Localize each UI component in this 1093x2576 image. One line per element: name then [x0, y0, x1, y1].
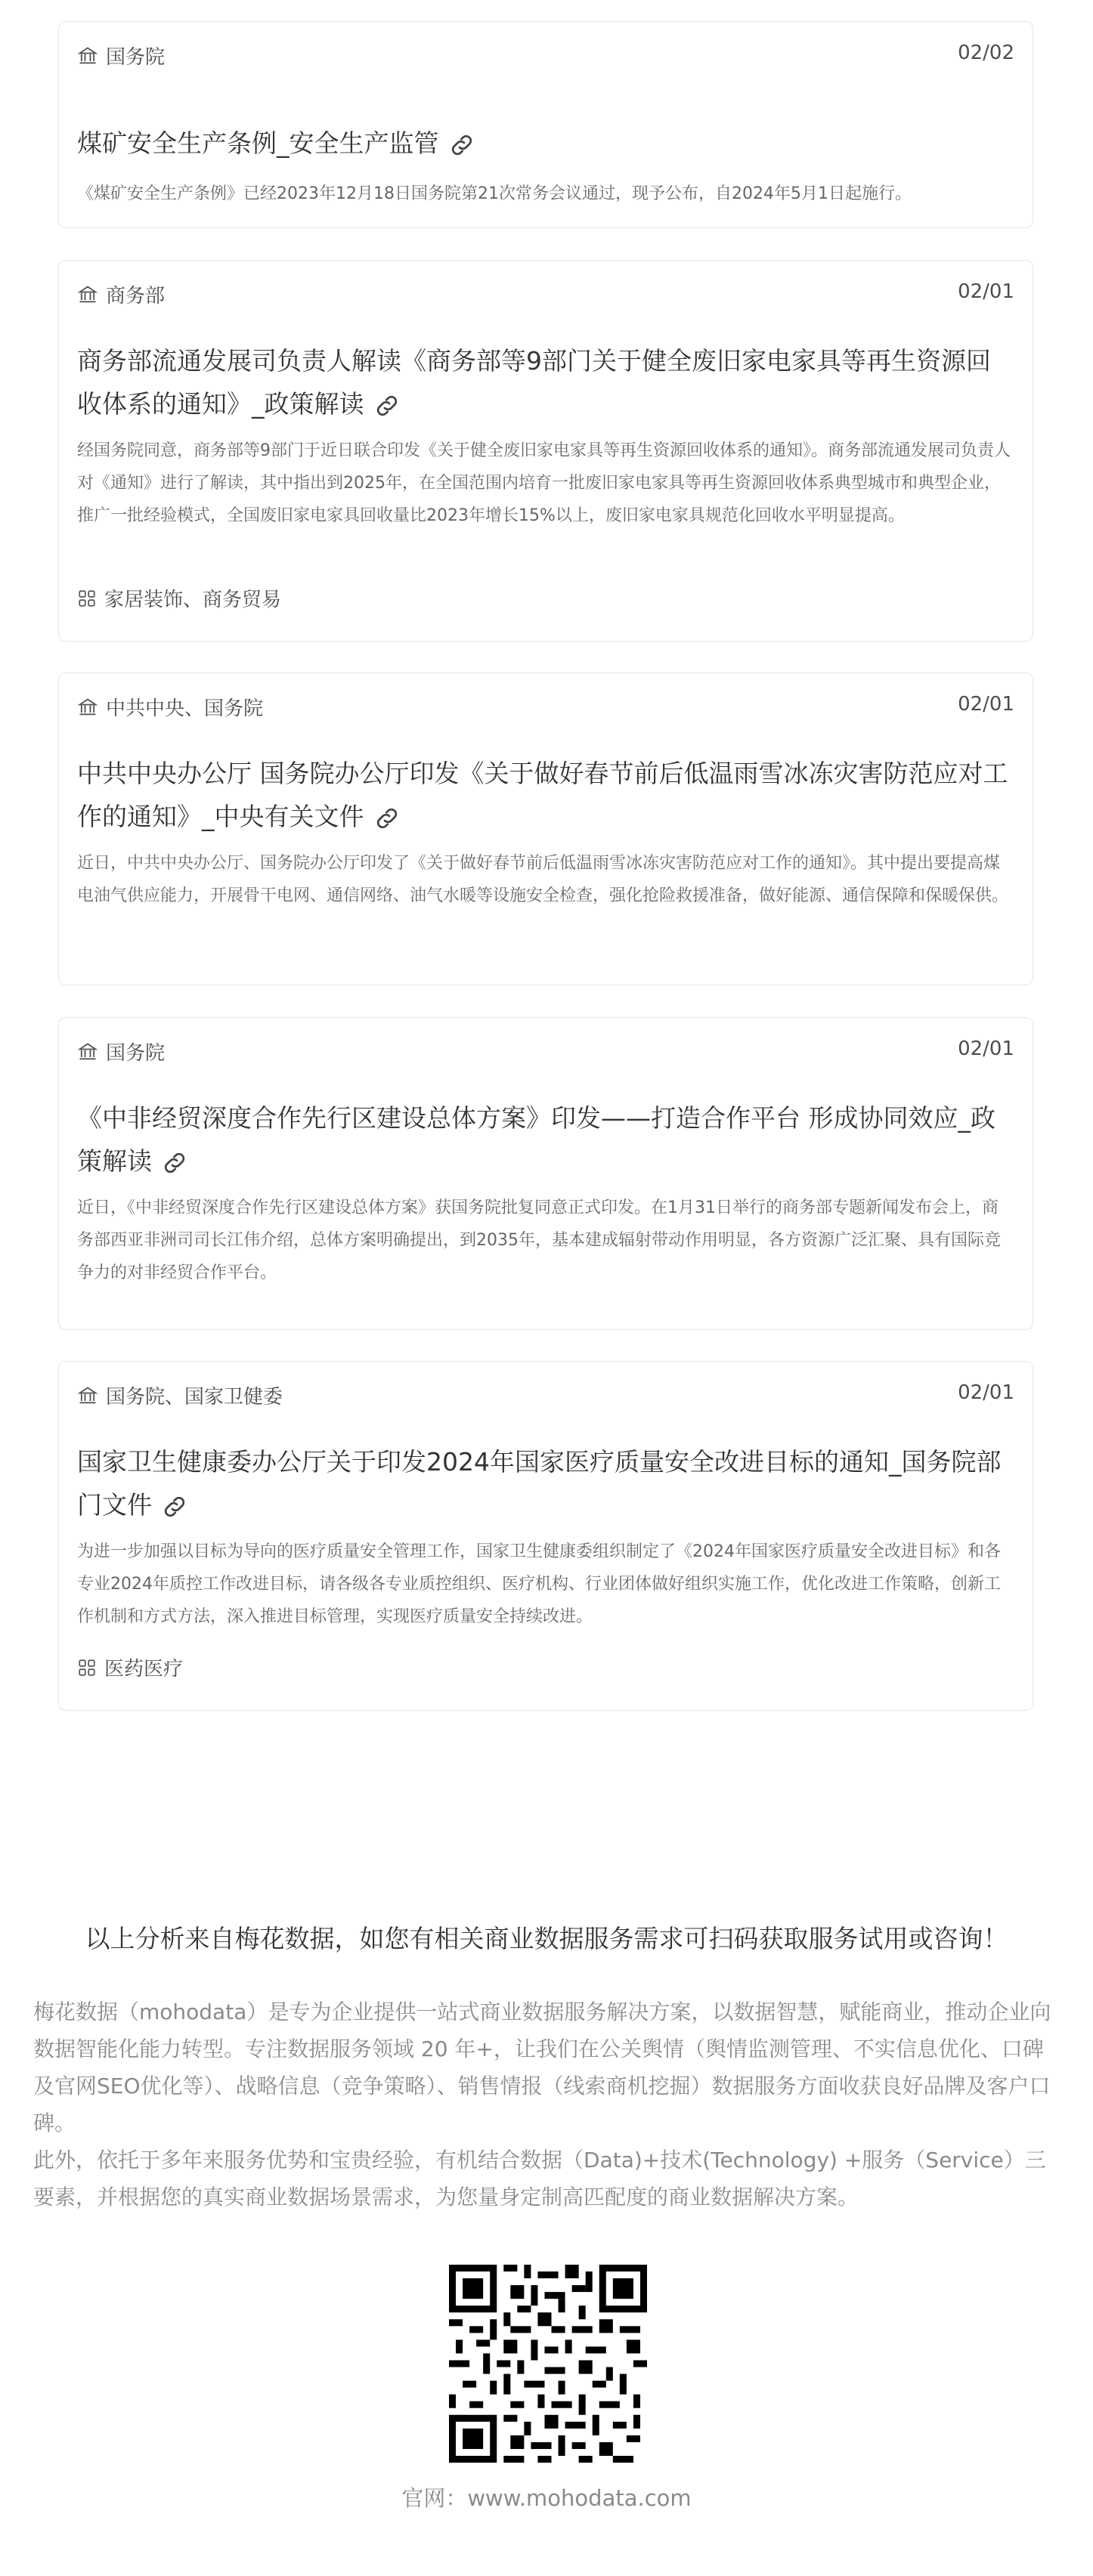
article-source — [77, 42, 165, 70]
institution-icon — [77, 697, 98, 718]
article-date: 02/02 — [958, 42, 1014, 64]
article-title-text[interactable]: 国家卫生健康委办公厅关于印发2024年国家医疗质量安全改进目标的通知_国务院部门文件 — [77, 1447, 1002, 1520]
article-card[interactable] — [58, 1361, 1033, 1711]
article-title[interactable] — [77, 752, 1014, 838]
company-description: 梅花数据（mohodata）是专为企业提供一站式商业数据服务解决方案，以数据智慧，赋能商业，推动企业向数据智能化能力转型。专注数据服务领域 20 年+，让我们在公关舆情（舆情监测管理、不实信息优化、口碑及官网SEO优化等）、战略信息（竞争策略）、销售情报（线索商机挖掘）数据服务方面收获良好品牌及客户口碑。 — [33, 1999, 1051, 2135]
article-card[interactable] — [58, 260, 1033, 642]
institution-icon — [77, 45, 98, 66]
article-title[interactable] — [77, 1096, 1014, 1183]
source-label: 国务院 — [106, 46, 166, 69]
article-date: 02/01 — [958, 693, 1014, 716]
article-title[interactable] — [77, 339, 1014, 425]
institution-icon — [77, 1041, 98, 1062]
article-date: 02/01 — [958, 1381, 1014, 1404]
source-label: 国务院、国家卫健委 — [106, 1386, 283, 1409]
company-extra-description: 此外，依托于多年来服务优势和宝贵经验，有机结合数据（Data)+技术(Technology) +服务（Service）三要素，并根据您的真实商业数据场景需求，为您量身定制高匹配度的商业数据解决方案。 — [33, 2148, 1046, 2210]
article-title[interactable] — [77, 122, 1014, 165]
link-icon[interactable] — [373, 392, 401, 419]
tags-label: 家居装饰、商务贸易 — [104, 589, 282, 611]
article-title[interactable] — [77, 1440, 1014, 1526]
article-tags — [77, 584, 281, 612]
article-source — [77, 1381, 283, 1409]
article-date: 02/01 — [958, 280, 1014, 303]
article-date: 02/01 — [958, 1038, 1014, 1060]
institution-icon — [77, 284, 98, 305]
article-source — [77, 280, 165, 308]
article-summary: 《煤矿安全生产条例》已经2023年12月18日国务院第21次常务会议通过，现予公布，自2024年5月1日起施行。 — [77, 184, 912, 203]
institution-icon — [77, 1385, 98, 1406]
category-icon — [77, 1658, 97, 1678]
article-summary: 经国务院同意，商务部等9部门于近日联合印发《关于健全废旧家电家具等再生资源回收体系的通知》。商务部流通发展司负责人对《通知》进行了解读，其中指出到2025年，在全国范围内培育一批废旧家电家具等再生资源回收体系典型城市和典型企业，推广一批经验模式，全国废旧家电家具回收量比2023年增长15%以上，废旧家电家具规范化回收水平明显提高。 — [77, 441, 1011, 525]
tags-label: 医药医疗 — [104, 1658, 184, 1681]
article-title-text[interactable]: 煤矿安全生产条例_安全生产监管 — [77, 128, 439, 158]
article-title-text[interactable]: 商务部流通发展司负责人解读《商务部等9部门关于健全废旧家电家具等再生资源回收体系的通知》_政策解读 — [77, 346, 991, 419]
link-icon[interactable] — [448, 131, 475, 159]
source-label: 中共中央、国务院 — [106, 697, 264, 720]
source-label: 国务院 — [106, 1042, 166, 1065]
category-icon — [77, 589, 97, 608]
article-card[interactable] — [58, 673, 1033, 985]
article-card[interactable] — [58, 1017, 1033, 1330]
source-label: 商务部 — [106, 285, 166, 308]
article-title-text[interactable]: 《中非经贸深度合作先行区建设总体方案》印发——打造合作平台 形成协同效应_政策解读 — [77, 1103, 995, 1176]
link-icon[interactable] — [161, 1149, 188, 1177]
website-link[interactable]: 官网：www.mohodata.com — [401, 2485, 692, 2511]
article-card[interactable] — [58, 21, 1033, 228]
article-source — [77, 693, 263, 721]
article-source — [77, 1038, 165, 1065]
link-icon[interactable] — [161, 1493, 188, 1520]
article-tags — [77, 1653, 183, 1681]
qr-code[interactable] — [449, 2265, 647, 2463]
article-summary: 为进一步加强以目标为导向的医疗质量安全管理工作，国家卫生健康委组织制定了《2024年国家医疗质量安全改进目标》和各专业2024年质控工作改进目标，请各级各专业质控组织、医疗机构、行业团体做好组织实施工作，优化改进工作策略，创新工作机制和方式方法，深入推进目标管理，实现医疗质量安全持续改进。 — [77, 1542, 1001, 1626]
link-icon[interactable] — [373, 805, 401, 832]
article-title-text[interactable]: 中共中央办公厅 国务院办公厅印发《关于做好春节前后低温雨雪冰冻灾害防范应对工作的通知》_中央有关文件 — [77, 759, 1008, 831]
article-summary: 近日，《中非经贸深度合作先行区建设总体方案》获国务院批复同意正式印发。在1月31日举行的商务部专题新闻发布会上，商务部西亚非洲司司长江伟介绍，总体方案明确提出，到2035年，基本建成辐射带动作用明显，各方资源广泛汇聚、具有国际竞争力的对非经贸合作平台。 — [77, 1198, 1001, 1282]
footer-headline: 以上分析来自梅花数据，如您有相关商业数据服务需求可扫码获取服务试用或咨询！ — [85, 1924, 1008, 1953]
article-summary: 近日，中共中央办公厅、国务院办公厅印发了《关于做好春节前后低温雨雪冰冻灾害防范应对工作的通知》。其中提出要提高煤电油气供应能力，开展骨干电网、通信网络、油气水暖等设施安全检查，强化抢险救援准备，做好能源、通信保障和保暖保供。 — [77, 854, 1009, 905]
